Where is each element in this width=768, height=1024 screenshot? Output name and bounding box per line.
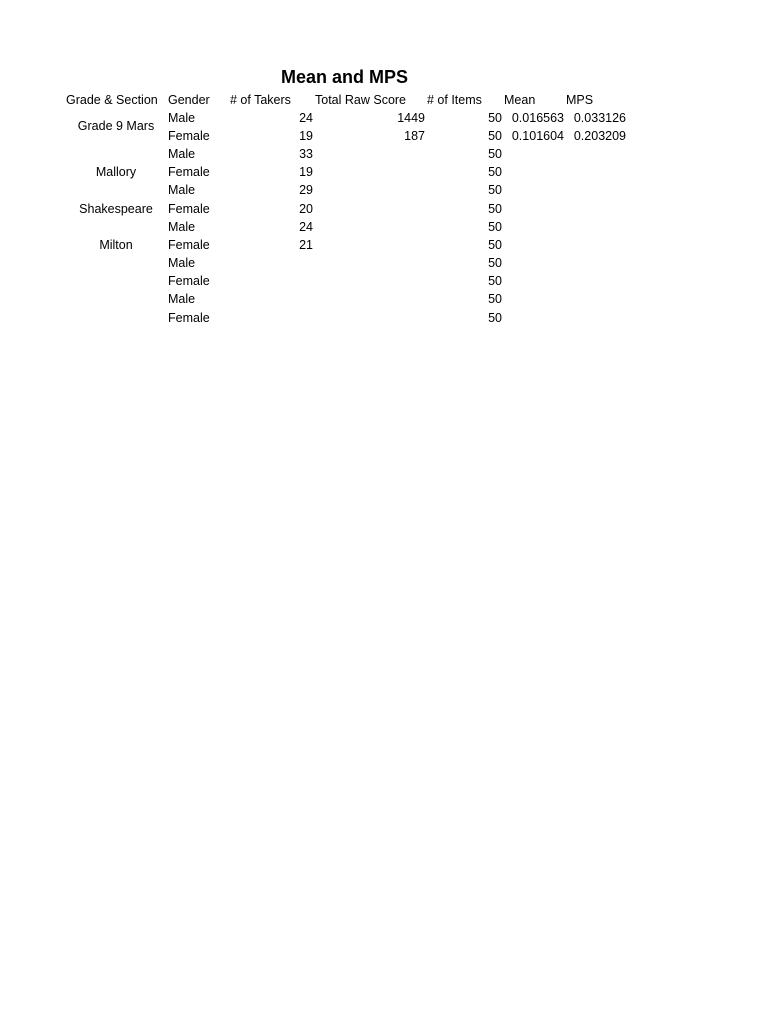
takers-cell: 33 xyxy=(299,147,313,161)
mean-cell: 0.016563 xyxy=(511,111,564,125)
raw-score-cell xyxy=(320,218,425,236)
raw-score-cell xyxy=(320,290,425,308)
gender-cell: Male xyxy=(168,292,196,306)
header-raw-score: Total Raw Score xyxy=(315,93,407,107)
section-label: Milton xyxy=(99,238,133,252)
items-cell: 50 xyxy=(488,111,502,125)
gender-cell: Male xyxy=(168,147,196,161)
items-cell: 50 xyxy=(488,292,502,306)
takers-cell: 19 xyxy=(299,165,313,179)
takers-cell xyxy=(230,254,313,272)
mps-cell xyxy=(568,290,626,308)
mps-cell xyxy=(568,181,626,199)
takers-cell: 20 xyxy=(299,202,313,216)
mps-cell xyxy=(568,200,626,218)
items-cell: 50 xyxy=(488,202,502,216)
raw-score-cell xyxy=(320,145,425,163)
raw-score-cell: 1449 xyxy=(397,111,425,125)
items-cell: 50 xyxy=(488,147,502,161)
mean-cell xyxy=(506,236,564,254)
raw-score-cell xyxy=(320,181,425,199)
gender-cell: Female xyxy=(168,202,210,216)
mean-cell xyxy=(506,272,564,290)
section-label: Mallory xyxy=(95,165,137,179)
raw-score-cell: 187 xyxy=(404,129,425,143)
items-cell: 50 xyxy=(488,183,502,197)
mean-cell xyxy=(506,254,564,272)
mps-cell xyxy=(568,272,626,290)
items-cell: 50 xyxy=(488,220,502,234)
mps-cell: 0.203209 xyxy=(573,129,626,143)
takers-cell: 19 xyxy=(299,129,313,143)
gender-cell: Male xyxy=(168,256,196,270)
header-takers: # of Takers xyxy=(230,93,291,107)
mean-cell xyxy=(506,290,564,308)
mean-cell: 0.101604 xyxy=(511,129,564,143)
gender-cell: Male xyxy=(168,111,196,125)
gender-cell: Female xyxy=(168,274,210,288)
section-label: Grade 9 Mars xyxy=(77,119,155,133)
mean-cell xyxy=(506,181,564,199)
mps-cell xyxy=(568,218,626,236)
raw-score-cell xyxy=(320,236,425,254)
raw-score-cell xyxy=(320,272,425,290)
header-gender: Gender xyxy=(168,93,210,107)
raw-score-cell xyxy=(320,309,425,327)
section-label: Shakespeare xyxy=(79,202,153,216)
header-mean: Mean xyxy=(504,93,536,107)
gender-cell: Female xyxy=(168,129,210,143)
items-cell: 50 xyxy=(488,238,502,252)
raw-score-cell xyxy=(320,254,425,272)
takers-cell xyxy=(230,290,313,308)
takers-cell xyxy=(230,309,313,327)
mean-cell xyxy=(506,200,564,218)
mps-cell xyxy=(568,236,626,254)
gender-cell: Female xyxy=(168,165,210,179)
mean-cell xyxy=(506,145,564,163)
header-items: # of Items xyxy=(427,93,482,107)
items-cell: 50 xyxy=(488,129,502,143)
takers-cell: 21 xyxy=(299,238,313,252)
gender-cell: Female xyxy=(168,238,210,252)
items-cell: 50 xyxy=(488,274,502,288)
mps-cell xyxy=(568,163,626,181)
header-grade-section: Grade & Section xyxy=(66,93,158,107)
mean-cell xyxy=(506,218,564,236)
raw-score-cell xyxy=(320,163,425,181)
takers-cell: 24 xyxy=(299,220,313,234)
header-mps: MPS xyxy=(566,93,594,107)
raw-score-cell xyxy=(320,200,425,218)
takers-cell: 29 xyxy=(299,183,313,197)
mean-cell xyxy=(506,163,564,181)
mps-cell: 0.033126 xyxy=(573,111,626,125)
items-cell: 50 xyxy=(488,256,502,270)
gender-cell: Male xyxy=(168,220,196,234)
page-title: Mean and MPS xyxy=(281,67,409,87)
mean-cell xyxy=(506,309,564,327)
gender-cell: Female xyxy=(168,311,210,325)
mps-cell xyxy=(568,254,626,272)
takers-cell: 24 xyxy=(299,111,313,125)
mps-cell xyxy=(568,145,626,163)
gender-cell: Male xyxy=(168,183,196,197)
items-cell: 50 xyxy=(488,311,502,325)
takers-cell xyxy=(230,272,313,290)
items-cell: 50 xyxy=(488,165,502,179)
mps-cell xyxy=(568,309,626,327)
